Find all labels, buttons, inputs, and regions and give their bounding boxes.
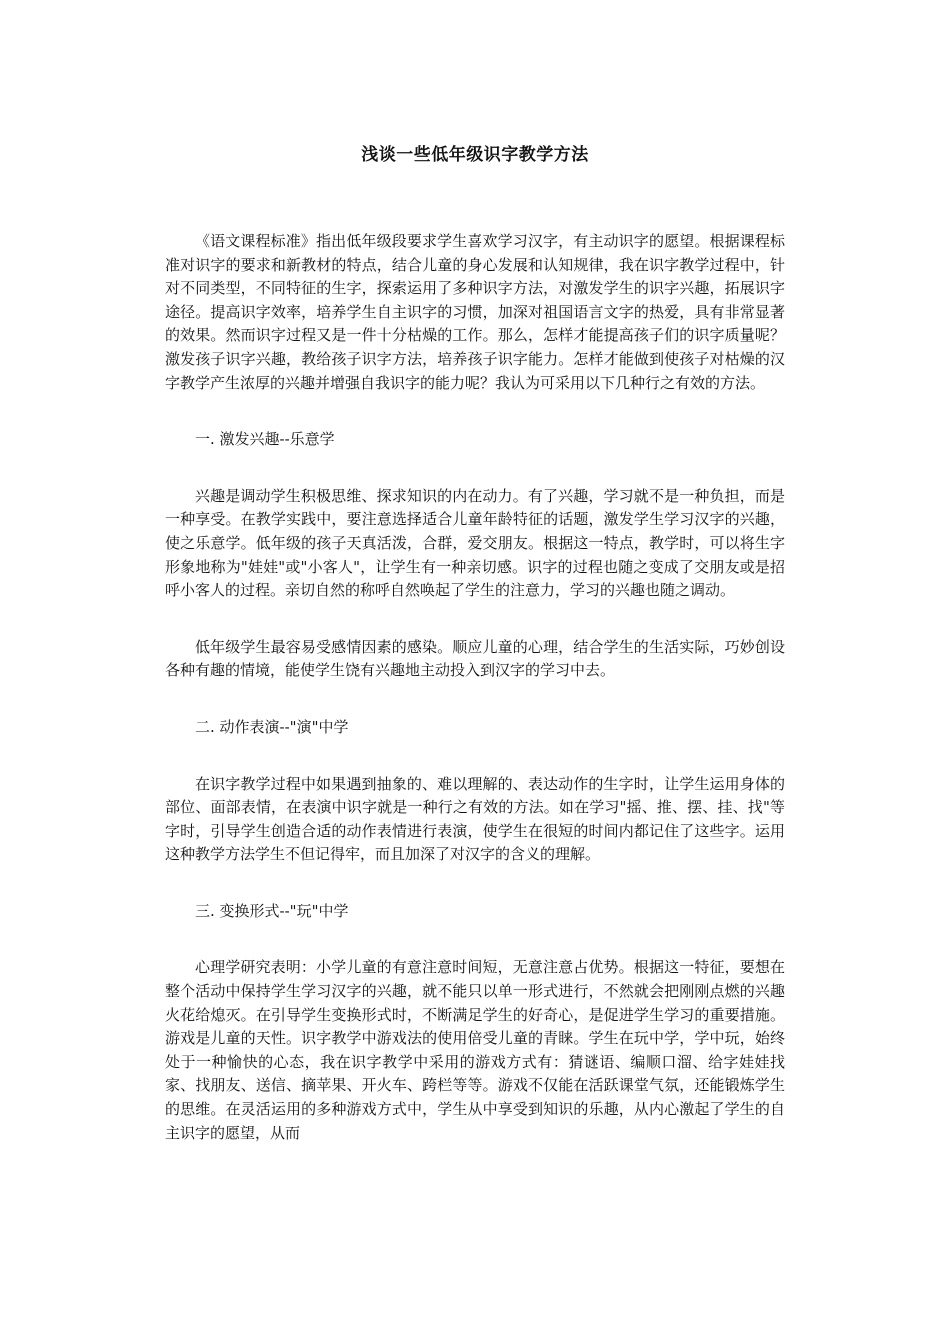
section-2-heading: 二. 动作表演--"演"中学 — [195, 717, 349, 736]
document-body — [165, 230, 785, 1178]
section-1-heading: 一. 激发兴趣--乐意学 — [195, 430, 335, 449]
section-3-heading: 三. 变换形式--"玩"中学 — [195, 901, 349, 920]
section-2-paragraph-1: 在识字教学过程中如果遇到抽象的、难以理解的、表达动作的生字时，让学生运用身体的部位、面部表情，在表演中识字就是一种行之有效的方法。如在学习"摇、推、摆、挂、找"等字时，引导学生创造合适的动作表情进行表演，使学生在很短的时间内都记住了这些字。运用这种教学方法学生不但记得牢，而且加深了对汉字的含义的理解。 — [165, 774, 785, 864]
intro-paragraph: 《语文课程标准》指出低年级段要求学生喜欢学习汉字，有主动识字的愿望。根据课程标准对识字的要求和新教材的特点，结合儿童的身心发展和认知规律，我在识字教学过程中，针对不同类型，不同特征的生字，探索运用了多种识字方法，对激发学生的识字兴趣，拓展识字途径。提高识字效率，培养学生自主识字的习惯，加深对祖国语言文字的热爱，具有非常显著的效果。然而识字过程又是一件十分枯燥的工作。那么，怎样才能提高孩子们的识字质量呢？激发孩子识字兴趣，教给孩子识字方法，培养孩子识字能力。怎样才能做到使孩子对枯燥的汉字教学产生浓厚的兴趣并增强自我识字的能力呢？我认为可采用以下几种行之有效的方法。 — [165, 232, 785, 392]
section-1-paragraph-1: 兴趣是调动学生积极思维、探求知识的内在动力。有了兴趣，学习就不是一种负担，而是一种享受。在教学实践中，要注意选择适合儿童年龄特征的话题，激发学生学习汉字的兴趣，使之乐意学。低年级的孩子天真活泼，合群，爱交朋友。根据这一特点，教学时，可以将生字形象地称为"娃娃"或"小客人"，让学生有一种亲切感。识字的过程也随之变成了交朋友或是招呼小客人的过程。亲切自然的称呼自然唤起了学生的注意力，学习的兴趣也随之调动。 — [165, 486, 785, 600]
document-title: 浅谈一些低年级识字教学方法 — [361, 145, 589, 165]
section-1-paragraph-2: 低年级学生最容易受感情因素的感染。顺应儿童的心理，结合学生的生活实际，巧妙创设各种有趣的情境，能使学生饶有兴趣地主动投入到汉字的学习中去。 — [165, 637, 785, 680]
section-3-paragraph-1: 心理学研究表明：小学儿童的有意注意时间短，无意注意占优势。根据这一特征，要想在整个活动中保持学生学习汉字的兴趣，就不能只以单一形式进行，不然就会把刚刚点燃的兴趣火花给熄灭。在引导学生变换形式时，不断满足学生的好奇心，是促进学生学习的重要措施。游戏是儿童的天性。识字教学中游戏法的使用倍受儿童的青睐。学生在玩中学，学中玩，始终处于一种愉快的心态，我在识字教学中采用的游戏方式有：猜谜语、编顺口溜、给字娃娃找家、找朋友、送信、摘苹果、开火车、跨栏等等。游戏不仅能在活跃课堂气氛，还能锻炼学生的思维。在灵活运用的多种游戏方式中，学生从中享受到知识的乐趣，从内心激起了学生的自主识字的愿望，从而 — [165, 958, 785, 1142]
